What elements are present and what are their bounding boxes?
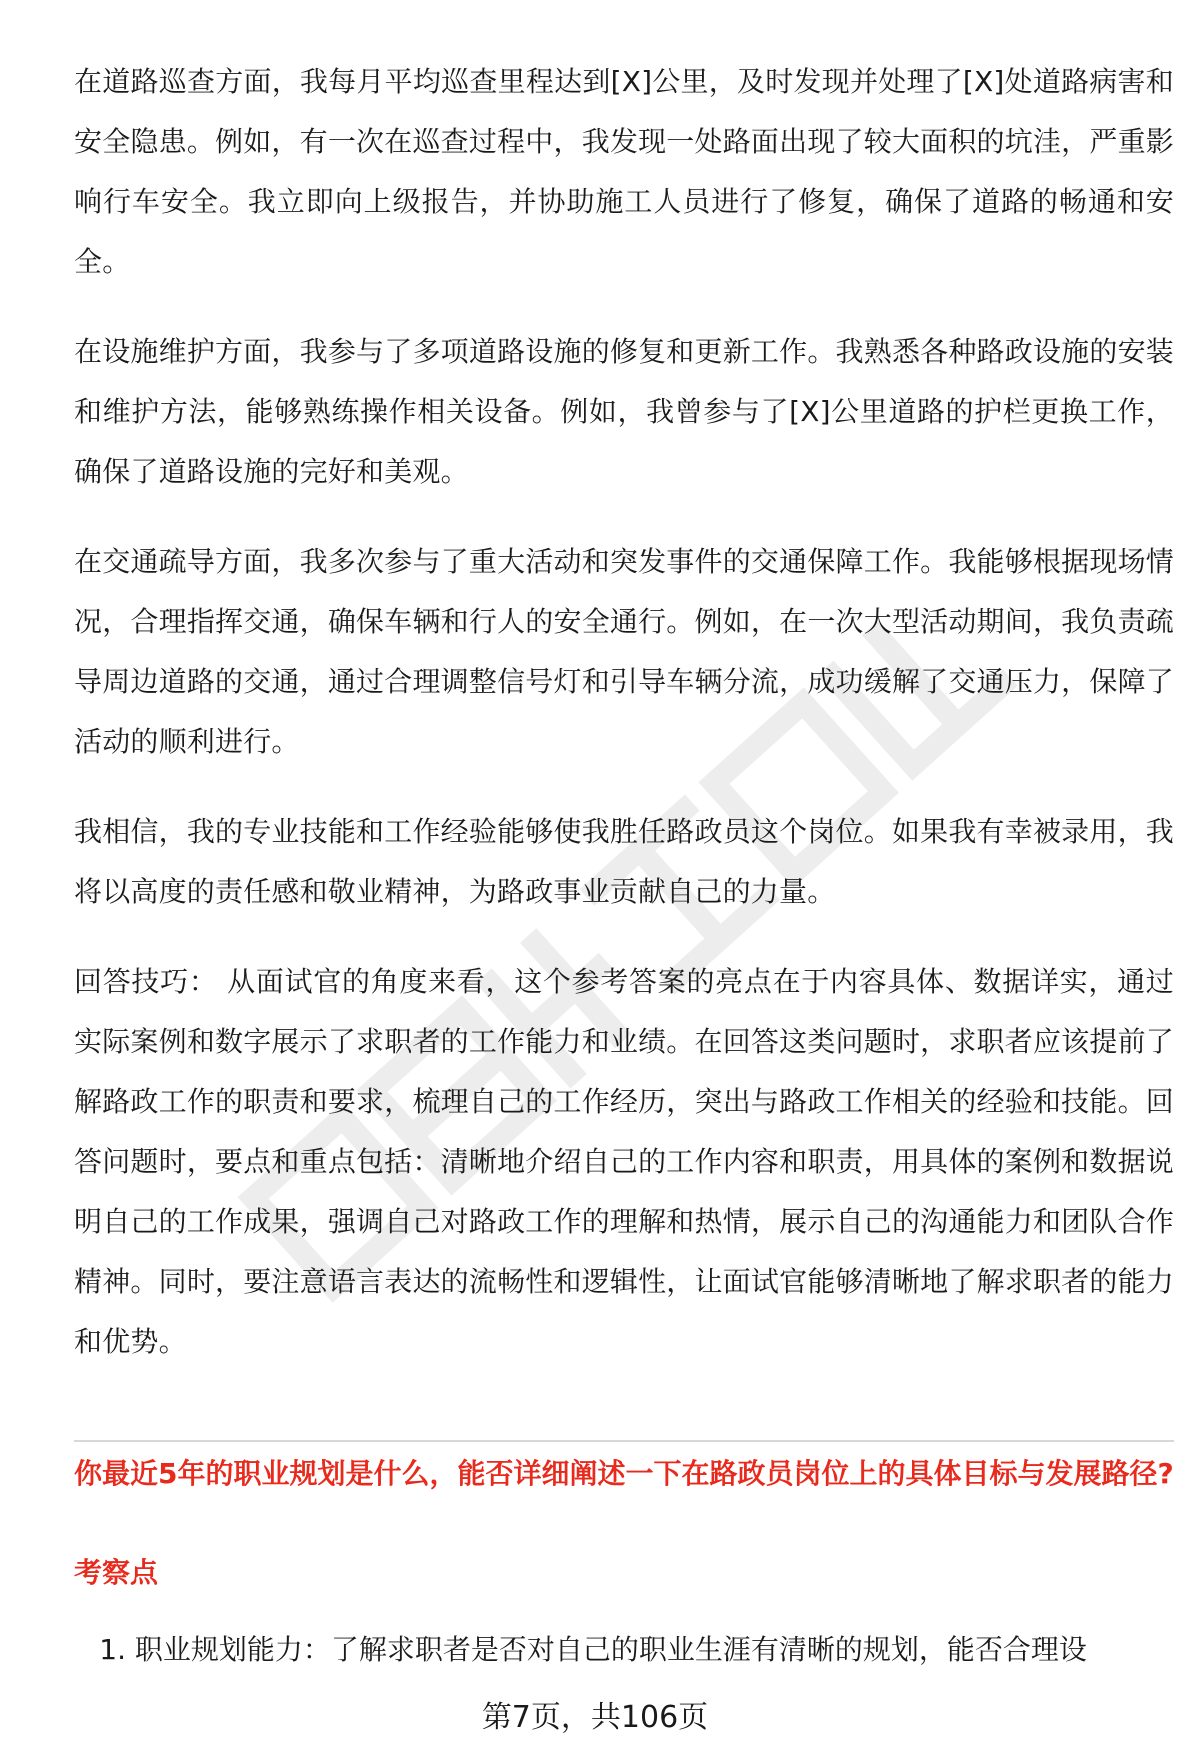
paragraph-road-inspection: 在道路巡查方面，我每月平均巡查里程达到[X]公里，及时发现并处理了[X]处道路病害和安全隐患。例如，有一次在巡查过程中，我发现一处路面出现了较大面积的坑洼，严重影响行车安全。我立即向上级报告，并协助施工人员进行了修复，确保了道路的畅通和安全。	[74, 65, 1174, 278]
section-divider	[74, 1440, 1174, 1442]
question-heading: 你最近5年的职业规划是什么，能否详细阐述一下在路政员岗位上的具体目标与发展路径?	[74, 1457, 1174, 1490]
examination-points-list	[74, 1626, 1174, 1674]
paragraph-facility-maintenance: 在设施维护方面，我参与了多项道路设施的修复和更新工作。我熟悉各种路政设施的安装和维护方法，能够熟练操作相关设备。例如，我曾参与了[X]公里道路的护栏更换工作，确保了道路设施的完好和美观。	[74, 335, 1174, 488]
list-item	[74, 1626, 1174, 1674]
paragraph-traffic-guidance: 在交通疏导方面，我多次参与了重大活动和突发事件的交通保障工作。我能够根据现场情况，合理指挥交通，确保车辆和行人的安全通行。例如，在一次大型活动期间，我负责疏导周边道路的交通，通过合理调整信号灯和引导车辆分流，成功缓解了交通压力，保障了活动的顺利进行。	[74, 545, 1174, 758]
section-title-examination-points: 考察点	[74, 1556, 159, 1589]
paragraph-answer-tips: 回答技巧： 从面试官的角度来看，这个参考答案的亮点在于内容具体、数据详实，通过实际案例和数字展示了求职者的工作能力和业绩。在回答这类问题时，求职者应该提前了解路政工作的职责和要求，梳理自己的工作经历，突出与路政工作相关的经验和技能。回答问题时，要点和重点包括：清晰地介绍自己的工作内容和职责，用具体的案例和数据说明自己的工作成果，强调自己对路政工作的理解和热情，展示自己的沟通能力和团队合作精神。同时，要注意语言表达的流畅性和逻辑性，让面试官能够清晰地了解求职者的能力和优势。	[74, 965, 1174, 1358]
list-item-number: 1.	[99, 1633, 126, 1666]
list-item-text: 职业规划能力：了解求职者是否对自己的职业生涯有清晰的规划，能否合理设	[134, 1633, 1087, 1666]
body-content	[74, 52, 1174, 1402]
page-footer: 第7页，共106页	[481, 1700, 709, 1735]
paragraph-conclusion: 我相信，我的专业技能和工作经验能够使我胜任路政员这个岗位。如果我有幸被录用，我将以高度的责任感和敬业精神，为路政事业贡献自己的力量。	[74, 815, 1174, 908]
